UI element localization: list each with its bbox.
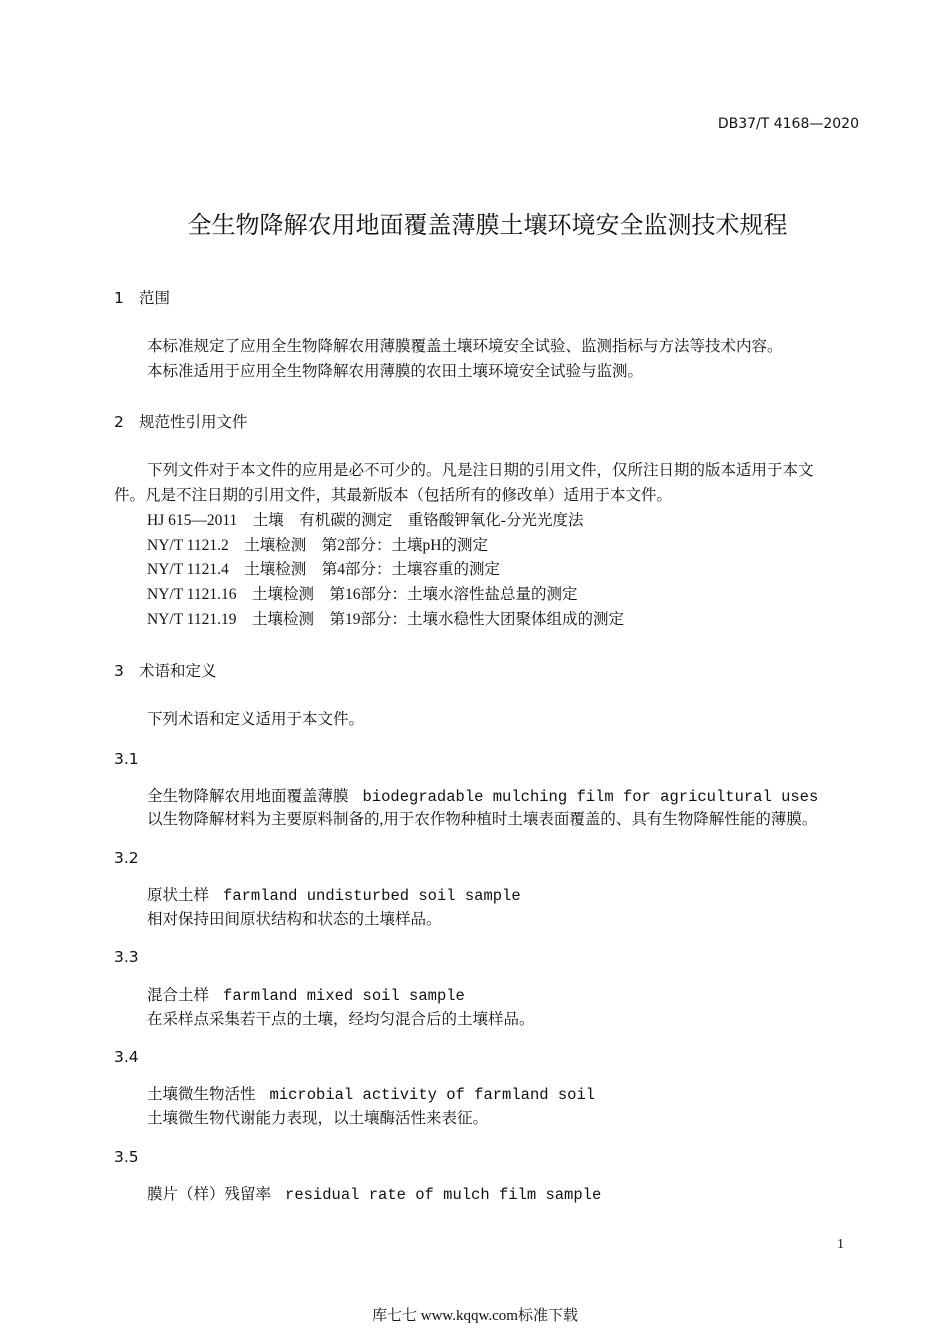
section-title: 术语和定义: [139, 662, 217, 680]
paragraph: 本标准规定了应用全生物降解农用薄膜覆盖土壤环境安全试验、监测指标与方法等技术内容。: [147, 338, 783, 355]
paragraph: 下列文件对于本文件的应用是必不可少的。凡是注日期的引用文件，仅所注日期的版本适用于本文: [147, 462, 814, 479]
section-number: 1: [114, 289, 124, 307]
term-definition: 在采样点采集若干点的土壤，经均匀混合后的土壤样品。: [147, 1011, 535, 1028]
term-en: biodegradable mulching film for agricultural uses: [362, 788, 819, 806]
section-title: 范围: [139, 289, 171, 307]
term-number: 3.2: [114, 849, 139, 867]
term-definition: 相对保持田间原状结构和状态的土壤样品。: [147, 911, 442, 928]
term-number: 3.1: [114, 750, 139, 768]
footer-watermark: 库七七 www.kqqw.com标准下载: [372, 1308, 578, 1324]
reference-item: HJ 615—2011 土壤 有机碳的测定 重铬酸钾氧化-分光光度法: [147, 512, 584, 529]
term-heading: [147, 1184, 601, 1205]
section-number: 3: [114, 662, 124, 680]
paragraph: 件。凡是不注日期的引用文件，其最新版本（包括所有的修改单）适用于本文件。: [114, 487, 673, 504]
term-number: 3.4: [114, 1048, 139, 1066]
page-number: 1: [837, 1237, 844, 1252]
term-zh: 混合土样: [147, 986, 210, 1004]
term-definition: 土壤微生物代谢能力表现，以土壤酶活性来表征。: [147, 1110, 489, 1127]
term-en: farmland undisturbed soil sample: [223, 887, 521, 905]
term-en: microbial activity of farmland soil: [269, 1086, 596, 1104]
paragraph: 本标准适用于应用全生物降解农用薄膜的农田土壤环境安全试验与监测。: [147, 363, 644, 380]
standard-code: DB37/T 4168—2020: [717, 116, 859, 132]
term-definition: 以生物降解材料为主要原料制备的,用于农作物种植时土壤表面覆盖的、具有生物降解性能的薄膜。: [147, 811, 818, 828]
term-heading: [147, 985, 465, 1006]
term-heading: [147, 1084, 595, 1105]
section-heading-3: [114, 661, 217, 681]
term-heading: [147, 786, 818, 807]
reference-item: NY/T 1121.19 土壤检测 第19部分：土壤水稳性大团聚体组成的测定: [147, 611, 625, 628]
term-zh: 全生物降解农用地面覆盖薄膜: [147, 787, 349, 805]
paragraph: 下列术语和定义适用于本文件。: [147, 711, 365, 728]
reference-item: NY/T 1121.16 土壤检测 第16部分：土壤水溶性盐总量的测定: [147, 586, 578, 603]
section-heading-2: [114, 412, 248, 432]
term-en: residual rate of mulch film sample: [285, 1186, 602, 1204]
term-zh: 膜片（样）残留率: [147, 1185, 272, 1203]
term-number: 3.5: [114, 1148, 139, 1166]
term-en: farmland mixed soil sample: [223, 987, 465, 1005]
document-title: 全生物降解农用地面覆盖薄膜土壤环境安全监测技术规程: [187, 211, 788, 239]
term-zh: 原状土样: [147, 886, 210, 904]
term-number: 3.3: [114, 948, 139, 966]
reference-item: NY/T 1121.4 土壤检测 第4部分：土壤容重的测定: [147, 561, 501, 578]
section-title: 规范性引用文件: [139, 413, 248, 431]
term-heading: [147, 885, 521, 906]
section-number: 2: [114, 413, 124, 431]
term-zh: 土壤微生物活性: [147, 1085, 256, 1103]
reference-item: NY/T 1121.2 土壤检测 第2部分：土壤pH的测定: [147, 537, 489, 554]
section-heading-1: [114, 288, 170, 308]
